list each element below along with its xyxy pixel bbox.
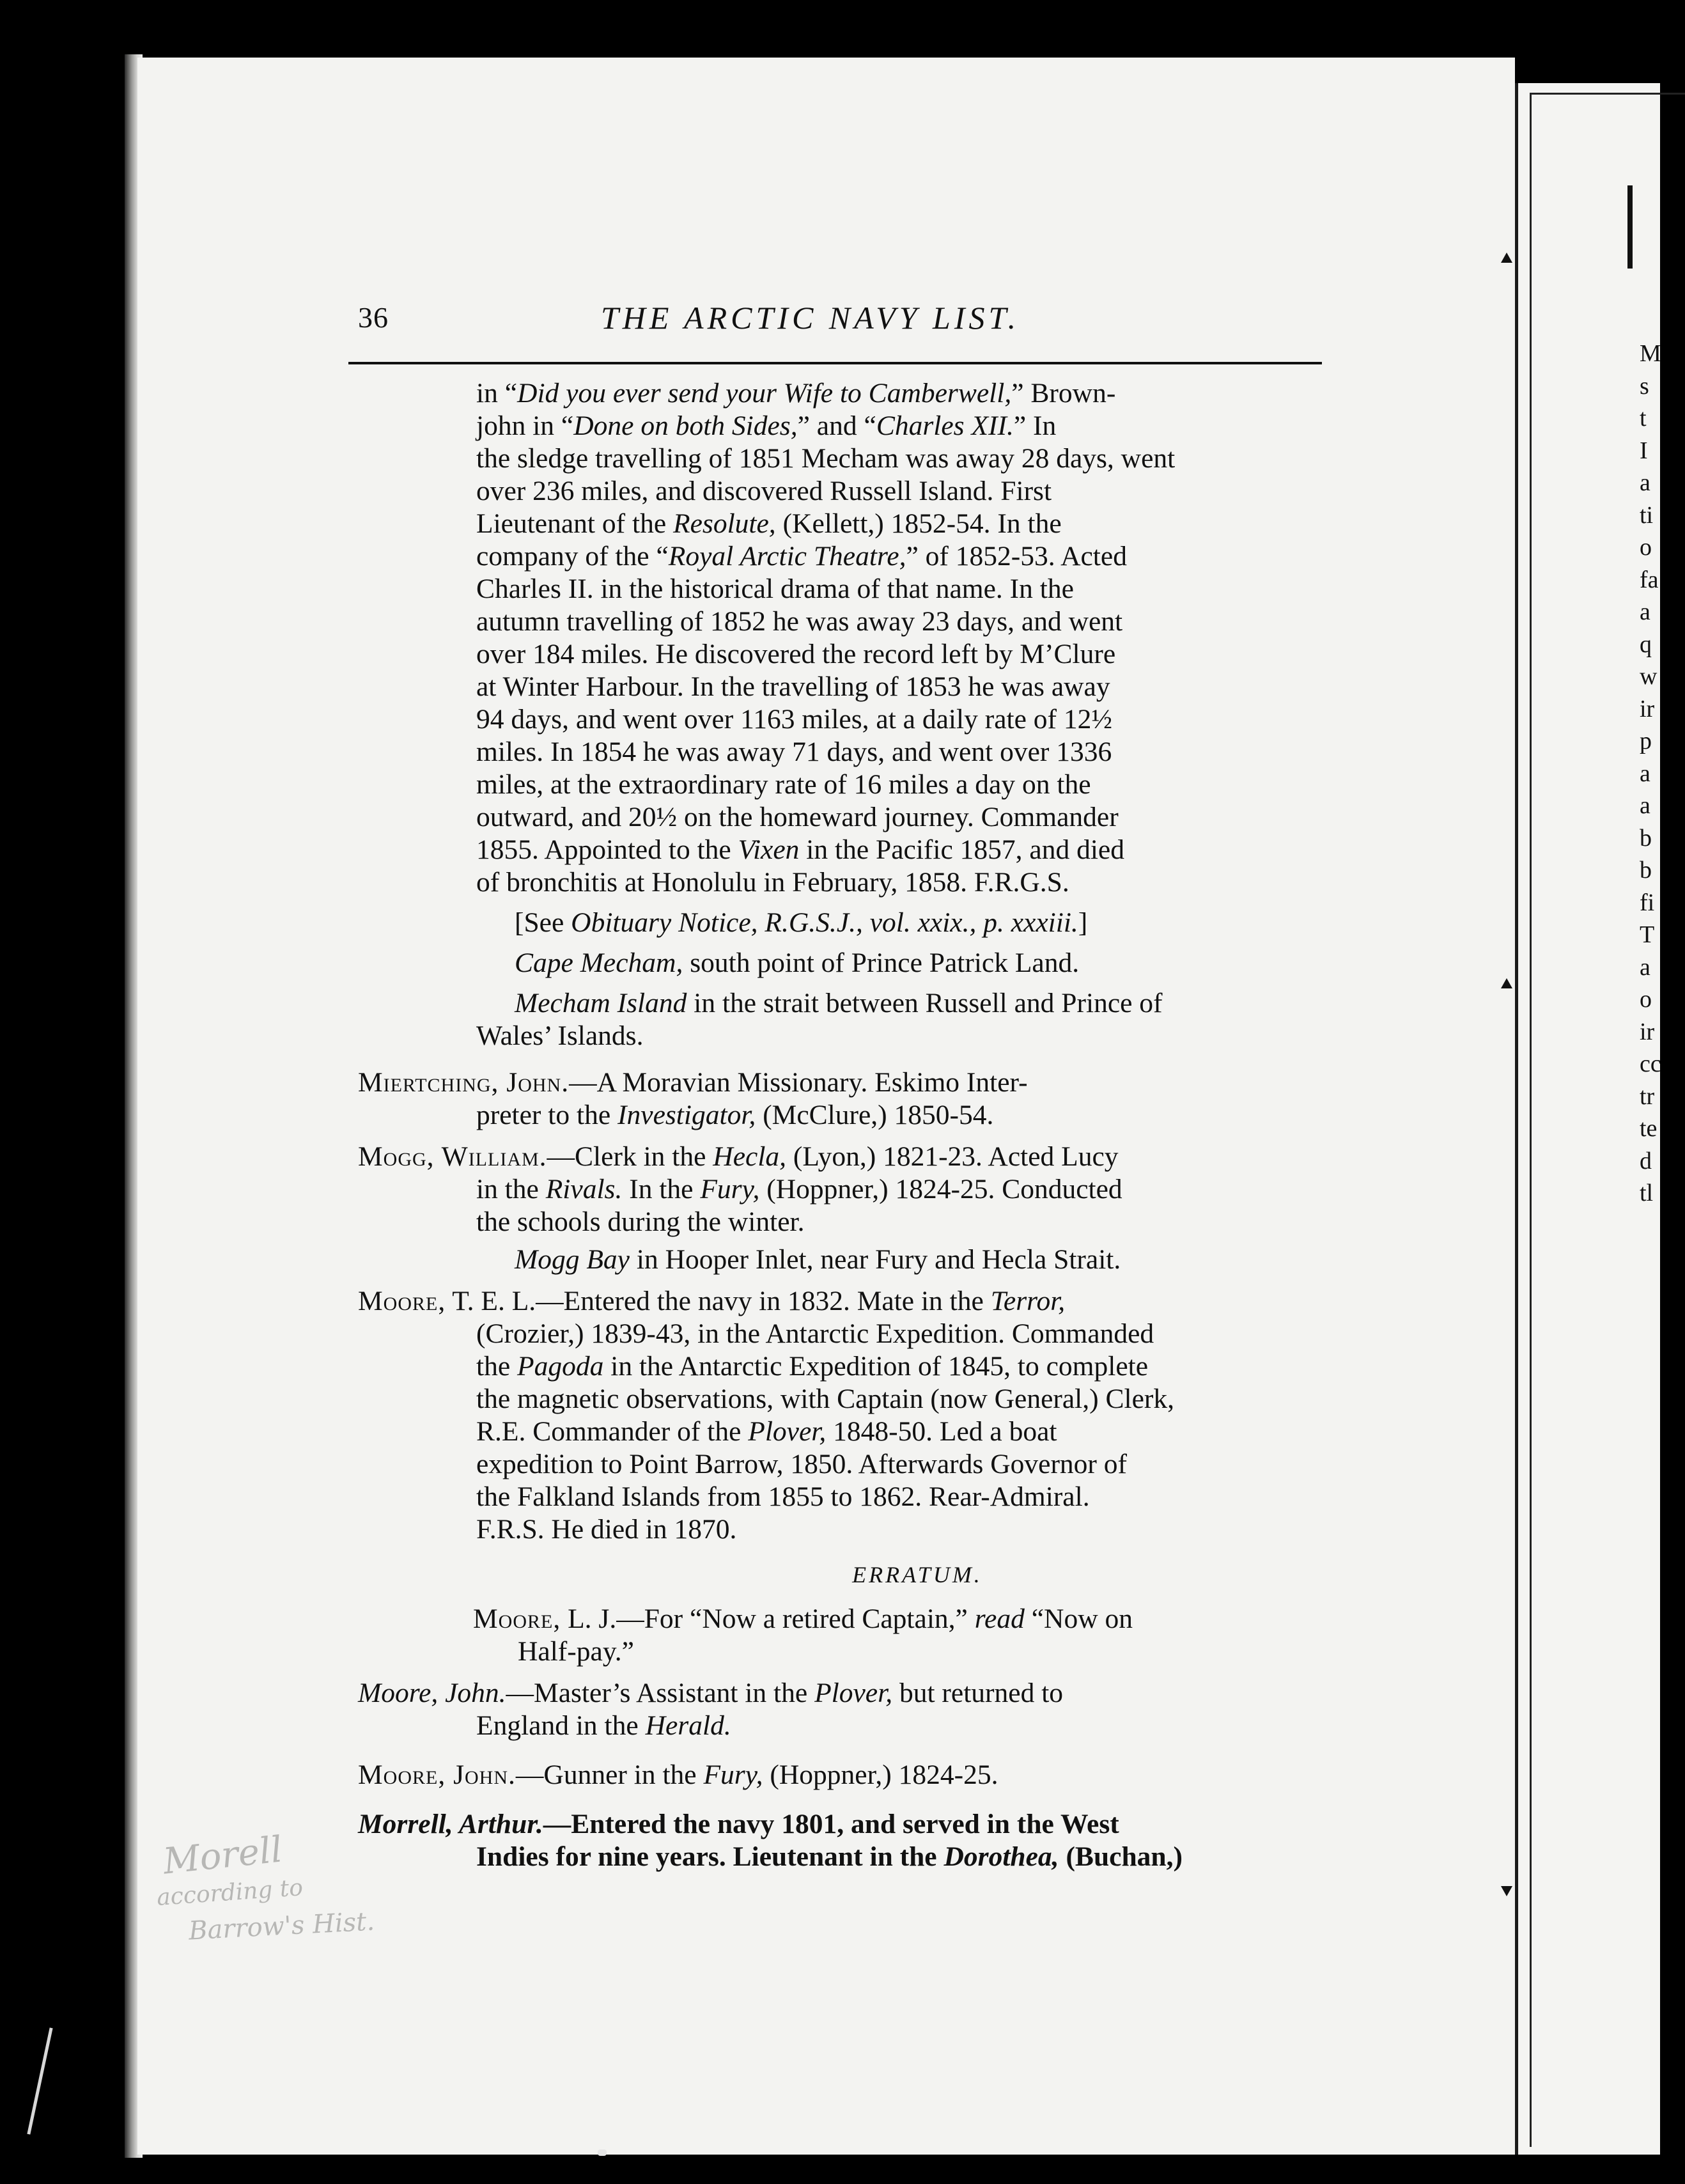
running-title: THE ARCTIC NAVY LIST.: [601, 300, 1020, 336]
crop-mark-bottom: [1501, 1886, 1512, 1896]
facing-page-fragment: w: [1640, 663, 1658, 690]
text-line: Wales’ Islands.: [476, 1020, 644, 1051]
facing-page-fragment: a: [1640, 760, 1650, 787]
pencil-line: Morell: [161, 1829, 284, 1883]
cape-mecham-note: Cape Mecham, south point of Prince Patrick Land.: [515, 948, 1080, 978]
text-line: Morrell, Arthur.—Entered the navy 1801, and served in the West: [358, 1809, 1119, 1839]
entry-miertching: [358, 1066, 1310, 1132]
text-line: autumn travelling of 1852 he was away 23 days, and went: [476, 606, 1123, 637]
facing-page-fragment: a: [1640, 469, 1650, 496]
facing-page-fragment: a: [1640, 792, 1650, 819]
mecham-island-note: Mecham Island in the strait between Russell and Prince of: [515, 988, 1163, 1018]
entry-mogg: [358, 1141, 1310, 1276]
facing-page-fragment: a: [1640, 598, 1650, 625]
facing-page-edge: [1515, 83, 1660, 2155]
text-line: the sledge travelling of 1851 Mecham was away 28 days, went: [476, 443, 1176, 474]
text-line: miles, at the extraordinary rate of 16 miles a day on the: [476, 769, 1091, 800]
facing-page-fragment: fi: [1640, 889, 1655, 916]
facing-page-fragment: ir: [1640, 1018, 1655, 1045]
entry-morrell: [358, 1808, 1310, 1873]
text-line: in “Did you ever send your Wife to Camberwell,” Brown-: [476, 378, 1116, 409]
text-line: over 184 miles. He discovered the record left by M’Clure: [476, 639, 1116, 669]
obituary-note: [See Obituary Notice, R.G.S.J., vol. xxix., p. xxxiii.]: [515, 907, 1088, 938]
text-line: Moore, John.—Master’s Assistant in the Plover, but returned to: [358, 1678, 1064, 1708]
facing-page-text-fragments: [1640, 338, 1659, 1210]
text-line: F.R.S. He died in 1870.: [476, 1514, 737, 1545]
facing-page-rule: [1627, 185, 1633, 269]
entry-mecham-continued: [358, 377, 1310, 899]
facing-page-fragment: M: [1640, 340, 1661, 367]
entry-moore-john-assistant: [358, 1677, 1310, 1742]
text-line: Indies for nine years. Lieutenant in the Dorothea, (Buchan,): [476, 1841, 1183, 1872]
erratum-moore-lj: [358, 1603, 1310, 1668]
text-line: miles. In 1854 he was away 71 days, and went over 1336: [476, 737, 1112, 767]
erratum-heading: ERRATUM.: [852, 1562, 982, 1587]
margin-mark: [27, 2027, 52, 2134]
text-line: England in the Herald.: [476, 1710, 731, 1741]
facing-page-fragment: T: [1640, 921, 1655, 948]
text-line: john in “Done on both Sides,” and “Charles XII.” In: [476, 410, 1057, 441]
text-line: Moore, T. E. L.—Entered the navy in 1832. Mate in the Terror,: [358, 1286, 1066, 1316]
facing-page-fragment: b: [1640, 824, 1652, 852]
facing-page-fragment: te: [1640, 1115, 1658, 1142]
facing-page-fragment: p: [1640, 728, 1652, 754]
facing-page-fragment: tl: [1640, 1180, 1654, 1206]
text-line: over 236 miles, and discovered Russell Island. First: [476, 476, 1052, 506]
crop-mark-top: [1501, 253, 1512, 263]
text-line: Miertching, John.—A Moravian Missionary. Eskimo Inter-: [358, 1067, 1028, 1098]
facing-page-fragment: d: [1640, 1147, 1652, 1174]
facing-page-fragment: fa: [1640, 566, 1659, 593]
text-line: the magnetic observations, with Captain (now General,) Clerk,: [476, 1384, 1175, 1414]
text-line: the Falkland Islands from 1855 to 1862. Rear-Admiral.: [476, 1481, 1090, 1512]
facing-page-fragment: t: [1640, 405, 1647, 432]
text-line: (Crozier,) 1839-43, in the Antarctic Expedition. Commanded: [476, 1318, 1154, 1349]
text-line: Mogg, William.—Clerk in the Hecla, (Lyon,) 1821-23. Acted Lucy: [358, 1141, 1119, 1172]
header-rule: [348, 362, 1322, 364]
text-line: preter to the Investigator, (McClure,) 1850-54.: [476, 1100, 994, 1130]
text-line: expedition to Point Barrow, 1850. Afterwards Governor of: [476, 1449, 1128, 1479]
text-line: outward, and 20½ on the homeward journey. Commander: [476, 802, 1119, 832]
facing-page-fragment: ti: [1640, 501, 1654, 529]
text-line: Charles II. in the historical drama of that name. In the: [476, 573, 1074, 604]
facing-page-fragment: a: [1640, 953, 1650, 981]
text-line: Moore, L. J.—For “Now a retired Captain,” read “Now on: [473, 1603, 1133, 1634]
page-number: 36: [358, 301, 389, 334]
text-line: the schools during the winter.: [476, 1206, 805, 1237]
scan-speck: [598, 2149, 607, 2156]
crop-mark-middle: [1501, 978, 1512, 988]
mogg-bay-note: Mogg Bay in Hooper Inlet, near Fury and Hecla Strait.: [515, 1244, 1121, 1275]
text-line: 1855. Appointed to the Vixen in the Pacific 1857, and died: [476, 834, 1124, 865]
pencil-annotation: [155, 1829, 376, 1956]
pencil-line: according to: [155, 1875, 304, 1911]
text-line: company of the “Royal Arctic Theatre,” of 1852-53. Acted: [476, 541, 1127, 572]
entry-moore-tel: [358, 1285, 1310, 1546]
text-line: of bronchitis at Honolulu in February, 1858. F.R.G.S.: [476, 867, 1069, 898]
facing-page-fragment: o: [1640, 534, 1652, 561]
text-line: Lieutenant of the Resolute, (Kellett,) 1852-54. In the: [476, 508, 1062, 539]
facing-page-fragment: s: [1640, 372, 1649, 400]
text-line: R.E. Commander of the Plover, 1848-50. Led a boat: [476, 1416, 1057, 1447]
facing-page-fragment: o: [1640, 986, 1652, 1013]
text-line: at Winter Harbour. In the travelling of 1853 he was away: [476, 671, 1110, 702]
facing-page-fragment: I: [1640, 437, 1648, 464]
facing-page-fragment: tr: [1640, 1082, 1655, 1110]
pencil-line: Barrow's Hist.: [187, 1907, 376, 1946]
text-line: Moore, John.—Gunner in the Fury, (Hoppner,) 1824-25.: [358, 1759, 998, 1790]
facing-page-fragment: b: [1640, 857, 1652, 884]
page-body: [358, 377, 1310, 1873]
text-line: in the Rivals. In the Fury, (Hoppner,) 1824-25. Conducted: [476, 1174, 1122, 1205]
page-header: [358, 295, 1317, 347]
facing-page-fragment: q: [1640, 630, 1652, 658]
text-line: the Pagoda in the Antarctic Expedition of 1845, to complete: [476, 1351, 1149, 1382]
entry-moore-john-gunner: [358, 1759, 1310, 1791]
facing-page-fragment: ir: [1640, 695, 1655, 722]
facing-page-fragment: cc: [1640, 1050, 1661, 1077]
text-line: 94 days, and went over 1163 miles, at a daily rate of 12½: [476, 704, 1112, 735]
text-line: Half-pay.”: [518, 1636, 634, 1667]
